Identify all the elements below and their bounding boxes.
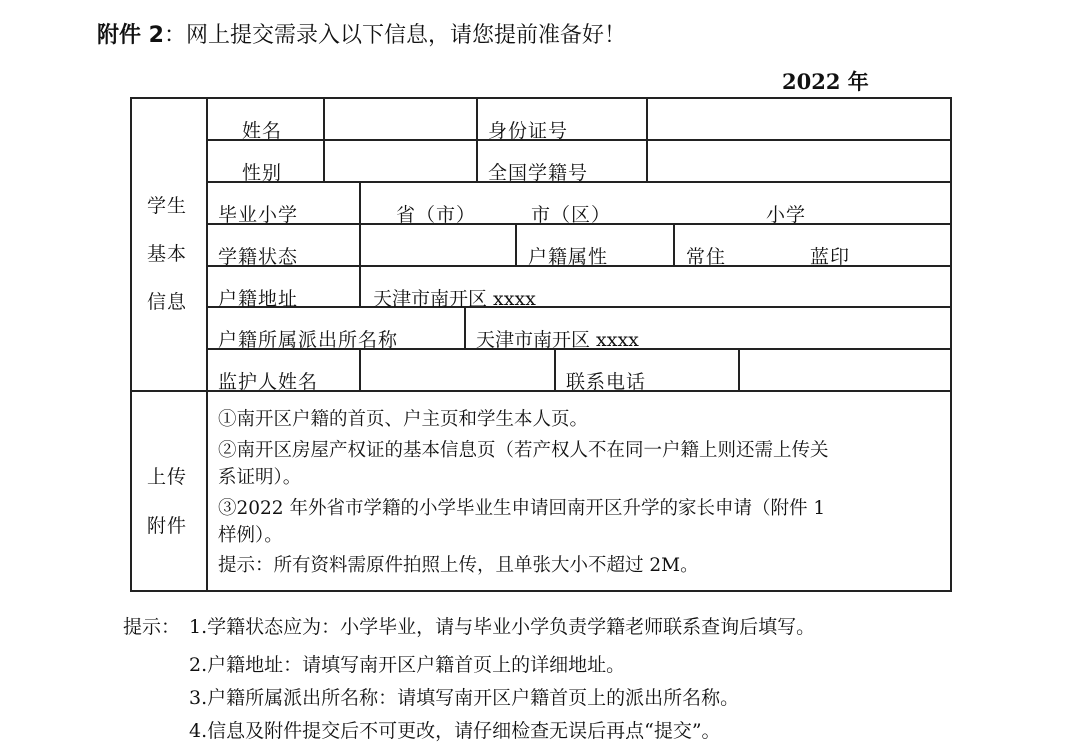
gender-label: 性别 [242,162,283,184]
attachment-label: 附件 2 [97,23,164,48]
police-station-value: 天津市南开区 xxxx [476,329,639,351]
contact-phone-label: 联系电话 [566,371,647,393]
note-item-2: 2.户籍地址：请填写南开区户籍首页上的详细地址。 [189,654,626,676]
note-item-3: 3.户籍所属派出所名称：请填写南开区户籍首页上的派出所名称。 [189,687,740,709]
hukou-option-blue-stamp: 蓝印 [810,246,851,268]
note-item-4: 4.信息及附件提交后不可更改，请仔细检查无误后再点“提交”。 [189,720,721,742]
year-label: 2022 年 [782,69,869,94]
attachment-item-3: ③2022 年外省市学籍的小学毕业生申请回南开区升学的家长申请（附件 1 [218,498,826,519]
police-station-label: 户籍所属派出所名称 [218,329,399,351]
attachment-tip: 提示：所有资料需原件拍照上传，且单张大小不超过 2M。 [218,555,699,576]
section-upload-line-1: 上传 [147,466,188,488]
attachment-item-2-cont: 系证明）。 [218,467,302,488]
id-number-label: 身份证号 [488,120,569,142]
guardian-name-label: 监护人姓名 [218,371,319,393]
name-label: 姓名 [242,120,283,142]
document-heading [97,18,626,49]
section-student-line-2: 基本 [147,243,188,265]
section-student-line-3: 信息 [147,291,188,313]
attachment-item-1: ①南开区户籍的首页、户主页和学生本人页。 [218,409,589,430]
hukou-address-value: 天津市南开区 xxxx [373,288,536,310]
section-upload-line-2: 附件 [147,515,188,537]
attachment-item-3-cont: 样例）。 [218,525,283,546]
city-district-label: 市（区） [531,204,612,226]
attachment-item-2: ②南开区房屋产权证的基本信息页（若产权人不在同一户籍上则还需上传关 [218,440,829,461]
note-item-1: 1.学籍状态应为：小学毕业，请与毕业小学负责学籍老师联系查询后填写。 [189,616,816,638]
student-status-label: 学籍状态 [218,246,299,268]
section-student-line-1: 学生 [147,195,188,217]
province-label: 省（市） [396,204,477,226]
notes-prefix: 提示： [123,616,181,638]
heading-instruction: ：网上提交需录入以下信息，请您提前准备好！ [163,23,626,48]
school-suffix-label: 小学 [766,204,807,226]
hukou-address-label: 户籍地址 [218,288,299,310]
hukou-option-permanent: 常住 [686,246,727,268]
national-student-id-label: 全国学籍号 [488,162,589,184]
hukou-attribute-label: 户籍属性 [528,246,609,268]
primary-school-label: 毕业小学 [218,204,299,226]
